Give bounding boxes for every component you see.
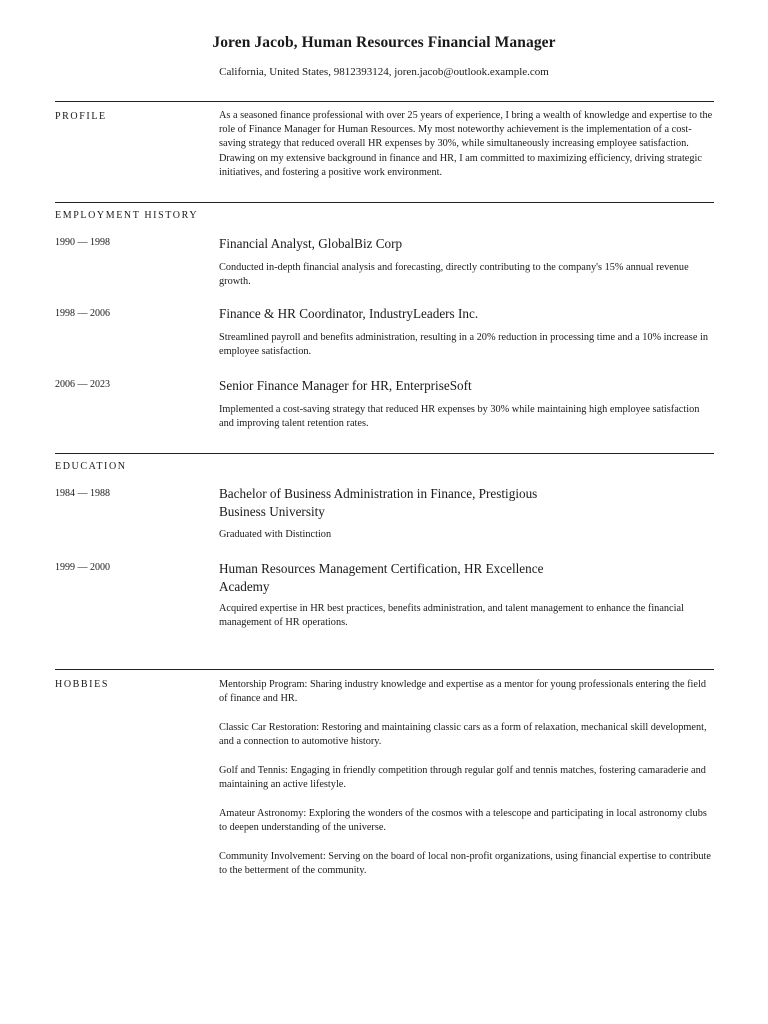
job-dates: 1998 — 2006	[55, 308, 110, 319]
job-description: Implemented a cost-saving strategy that reduced HR expenses by 30% while maintaining high employee satisfaction and improving talent retention rates.	[219, 404, 700, 430]
section-divider	[55, 669, 714, 670]
job-description: Streamlined payroll and benefits administration, resulting in a 20% reduction in processing time and a 10% increase in employee satisfaction.	[219, 332, 708, 358]
job-dates: 2006 — 2023	[55, 379, 110, 390]
job-description: Conducted in-depth financial analysis and forecasting, directly contributing to the company's 15% annual revenue growth.	[219, 262, 689, 288]
education-degree: Bachelor of Business Administration in Finance, Prestigious Business University	[219, 486, 538, 519]
job-title: Finance & HR Coordinator, IndustryLeaders Inc.	[219, 306, 479, 321]
job-title: Senior Finance Manager for HR, EnterpriseSoft	[219, 378, 472, 393]
hobby-item: Amateur Astronomy: Exploring the wonders of the cosmos with a telescope and participating in local astronomy clubs to deepen understanding of the universe.	[219, 808, 707, 834]
job-dates: 1990 — 1998	[55, 237, 110, 248]
section-label-hobbies: HOBBIES	[55, 679, 109, 690]
education-dates: 1999 — 2000	[55, 562, 110, 573]
section-label-profile: PROFILE	[55, 111, 107, 122]
section-divider	[55, 101, 714, 102]
job-title: Financial Analyst, GlobalBiz Corp	[219, 236, 403, 251]
hobby-item: Golf and Tennis: Engaging in friendly competition through regular golf and tennis matches, fostering camaraderie and maintaining an active lifestyle.	[219, 765, 706, 791]
education-dates: 1984 — 1988	[55, 488, 110, 499]
section-divider	[55, 202, 714, 203]
contact-line: California, United States, 9812393124, joren.jacob@outlook.example.com	[219, 66, 549, 78]
hobby-item: Community Involvement: Serving on the board of local non-profit organizations, using financial expertise to contribute to the betterment of the community.	[219, 851, 711, 877]
section-label-education: EDUCATION	[55, 461, 127, 472]
hobby-item: Classic Car Restoration: Restoring and maintaining classic cars as a form of relaxation, mechanical skill development, and a connection to automotive history.	[219, 722, 707, 748]
hobby-item: Mentorship Program: Sharing industry knowledge and expertise as a mentor for young professionals entering the field of finance and HR.	[219, 679, 706, 705]
education-degree: Human Resources Management Certification, HR Excellence Academy	[219, 561, 544, 594]
page-title: Joren Jacob, Human Resources Financial Manager	[212, 34, 556, 51]
profile-summary: As a seasoned finance professional with over 25 years of experience, I bring a wealth of knowledge and expertise to the role of Finance Manager for Human Resources. My most noteworthy achievement is the implementation of a cost-saving strategy that reduced overall HR expenses by 30%, while simultaneously increasing employee satisfaction. Drawing on my extensive background in finance and HR, I am committed to maximizing efficiency, driving strategic initiatives, and fostering a positive work environment.	[219, 110, 713, 178]
section-divider	[55, 453, 714, 454]
section-label-employment: EMPLOYMENT HISTORY	[55, 210, 199, 221]
education-description: Graduated with Distinction	[219, 529, 332, 540]
education-description: Acquired expertise in HR best practices, benefits administration, and talent management to enhance the financial management of HR operations.	[219, 603, 684, 629]
